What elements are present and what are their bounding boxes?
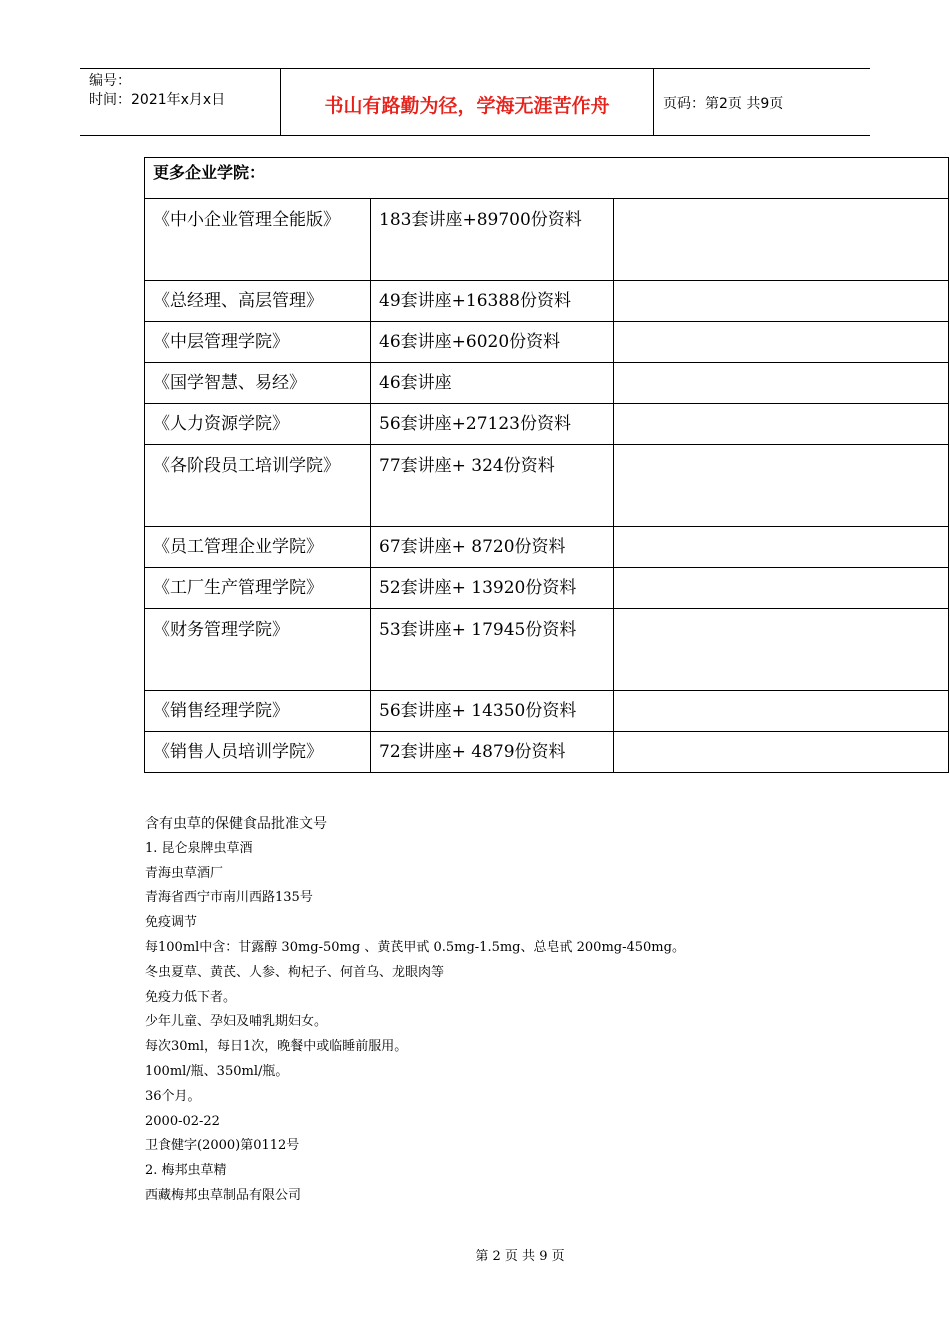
academy-content: 183套讲座+89700份资料 — [371, 199, 614, 281]
table-row — [145, 199, 949, 281]
table-row — [145, 404, 949, 445]
text-line: 冬虫夏草、黄芪、人参、枸杞子、何首乌、龙眼肉等 — [145, 964, 445, 980]
academy-empty-cell — [614, 527, 949, 568]
academy-empty-cell — [614, 281, 949, 322]
header-page-info: 页码：第2页 共9页 — [663, 96, 784, 112]
table-row — [145, 609, 949, 691]
table-row — [145, 363, 949, 404]
table-row — [145, 527, 949, 568]
academy-name: 《销售经理学院》 — [145, 691, 371, 732]
academy-empty-cell — [614, 568, 949, 609]
text-line: 36个月。 — [145, 1088, 201, 1104]
academy-content: 52套讲座+ 13920份资料 — [371, 568, 614, 609]
text-line: 100ml/瓶、350ml/瓶。 — [145, 1063, 289, 1079]
document-number: 编号： — [89, 73, 131, 89]
page-header — [80, 68, 870, 136]
document-time: 时间：2021年x月x日 — [89, 92, 226, 108]
academy-name: 《中层管理学院》 — [145, 322, 371, 363]
academy-content: 67套讲座+ 8720份资料 — [371, 527, 614, 568]
product-approval-text — [145, 812, 905, 1209]
academy-content: 53套讲座+ 17945份资料 — [371, 609, 614, 691]
academy-empty-cell — [614, 322, 949, 363]
academy-empty-cell — [614, 445, 949, 527]
academy-empty-cell — [614, 404, 949, 445]
academy-table-title: 更多企业学院： — [145, 158, 949, 199]
academy-content: 49套讲座+16388份资料 — [371, 281, 614, 322]
academy-content: 77套讲座+ 324份资料 — [371, 445, 614, 527]
text-line: 每100ml中含：甘露醇 30mg-50mg 、黄芪甲甙 0.5mg-1.5mg、总皂甙 200mg-450mg。 — [145, 939, 685, 955]
academy-name: 《人力资源学院》 — [145, 404, 371, 445]
text-line: 卫食健字(2000)第0112号 — [145, 1138, 300, 1154]
text-line: 2000-02-22 — [145, 1113, 220, 1129]
header-meta — [80, 69, 281, 135]
academy-name: 《员工管理企业学院》 — [145, 527, 371, 568]
text-line: 免疫调节 — [145, 915, 198, 931]
table-row — [145, 281, 949, 322]
academy-empty-cell — [614, 363, 949, 404]
academy-name: 《各阶段员工培训学院》 — [145, 445, 371, 527]
header-motto: 书山有路勤为径，学海无涯苦作舟 — [281, 69, 654, 135]
section-heading: 含有虫草的保健食品批准文号 — [145, 816, 327, 832]
academy-content: 46套讲座+6020份资料 — [371, 322, 614, 363]
academy-name: 《销售人员培训学院》 — [145, 732, 371, 773]
academy-table — [144, 157, 949, 773]
academy-name: 《中小企业管理全能版》 — [145, 199, 371, 281]
academy-content: 56套讲座+ 14350份资料 — [371, 691, 614, 732]
table-row — [145, 732, 949, 773]
academy-name: 《总经理、高层管理》 — [145, 281, 371, 322]
academy-content: 72套讲座+ 4879份资料 — [371, 732, 614, 773]
table-row — [145, 445, 949, 527]
academy-name: 《财务管理学院》 — [145, 609, 371, 691]
academy-empty-cell — [614, 732, 949, 773]
table-row — [145, 691, 949, 732]
text-line: 1. 昆仑泉牌虫草酒 — [145, 840, 253, 856]
text-line: 青海省西宁市南川西路135号 — [145, 890, 313, 906]
academy-name: 《国学智慧、易经》 — [145, 363, 371, 404]
academy-empty-cell — [614, 199, 949, 281]
footer-page-number: 第 2 页 共 9 页 — [475, 1249, 565, 1264]
text-line: 少年儿童、孕妇及哺乳期妇女。 — [145, 1014, 328, 1030]
academy-content: 46套讲座 — [371, 363, 614, 404]
page-footer — [0, 1245, 950, 1264]
academy-empty-cell — [614, 609, 949, 691]
academy-name: 《工厂生产管理学院》 — [145, 568, 371, 609]
table-row — [145, 568, 949, 609]
table-row — [145, 322, 949, 363]
text-line: 青海虫草酒厂 — [145, 865, 224, 881]
text-line: 2. 梅邦虫草精 — [145, 1163, 227, 1179]
text-line: 每次30ml，每日1次，晚餐中或临睡前服用。 — [145, 1039, 408, 1055]
academy-empty-cell — [614, 691, 949, 732]
academy-content: 56套讲座+27123份资料 — [371, 404, 614, 445]
text-line: 免疫力低下者。 — [145, 989, 237, 1005]
text-line: 西藏梅邦虫草制品有限公司 — [145, 1187, 302, 1203]
